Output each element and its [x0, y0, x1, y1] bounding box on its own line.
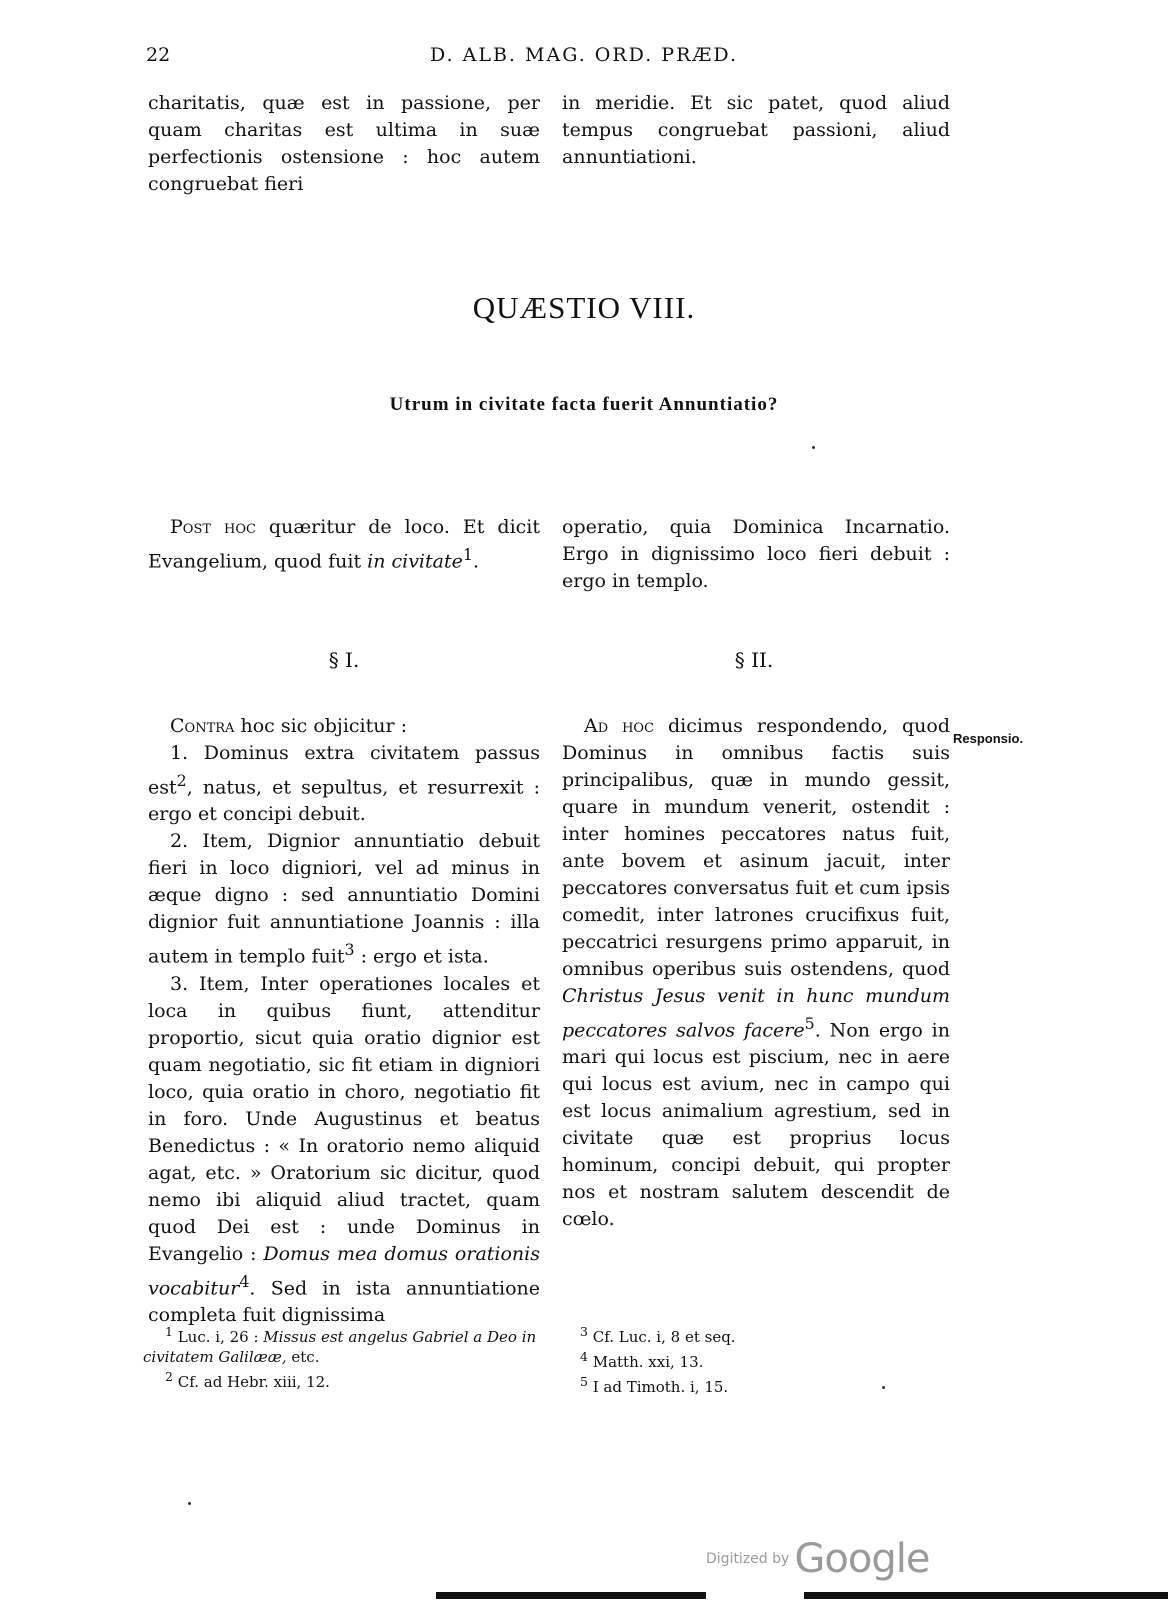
objection-1-end: , natus, et sepultus, et resurrexit : ergo et concipi debuit.	[148, 776, 540, 826]
objection-2	[148, 828, 540, 970]
footnote-ref-3: 3	[344, 940, 355, 960]
scan-edge-bar-left	[436, 1592, 706, 1599]
footnote-4: Matth. xxi, 13.	[587, 1353, 704, 1371]
intro-italic: in civitate	[367, 550, 463, 573]
intro-right: operatio, quia Dominica Incarnatio. Ergo in dignissimo loco fieri debuit : ergo in templo.	[562, 516, 950, 592]
top-right-paragraph: in meridie. Et sic patet, quod aliud tempus congruebat passioni, aliud annuntiationi.	[562, 92, 950, 168]
scan-speck	[812, 446, 815, 449]
footnote-3-number: 3	[580, 1324, 588, 1339]
intro-end: .	[472, 550, 479, 573]
objection-3-end: . Sed in ista annuntiatione completa fuit dignissima	[148, 1276, 540, 1326]
footnote-ref-2: 2	[176, 771, 187, 790]
margin-note-responsio: Responsio.	[953, 731, 1024, 746]
objection-1	[148, 740, 540, 828]
intro-left	[148, 514, 540, 575]
intro-text: quæritur de loco. Et dicit Evangelium, quod fuit	[148, 516, 540, 573]
footnote-ref-5: 5	[804, 1014, 815, 1033]
response-italic: Christus Jesus venit in hunc mundum peccatores salvos facere	[562, 985, 950, 1042]
objections-column	[148, 713, 540, 1329]
running-head: D. ALB. MAG. ORD. PRÆD.	[430, 44, 738, 66]
contra-text: hoc sic objicitur :	[234, 715, 408, 737]
response-text-1: dicimus respondendo, quod Dominus in omnibus factis suis principalibus, quæ in mundo gessit, quare in mundum venerit, ostendit : inter homines peccatores natus fuit, ante bovem et asinum jacuit, inter peccatores conversatus fuit et cum ipsis comedit, inter latrones crucifixus fuit, peccatrici resurgens primo apparuit, in omnibus operibus suis ostendens, quod	[562, 715, 951, 980]
top-left-paragraph: charitatis, quæ est in passione, per quam charitas est ultima in suæ perfectionis ostensione : hoc autem congruebat fieri	[148, 92, 540, 195]
footnotes-left	[143, 1322, 543, 1392]
scan-edge-bar-right	[804, 1592, 1168, 1599]
page-number: 22	[146, 44, 171, 66]
footnote-1-italic: Missus est angelus Gabriel a Deo in civitatem Galilææ,	[143, 1328, 537, 1366]
objection-1-text: 1. Dominus extra civitatem passus est	[148, 742, 540, 799]
footnote-ref-4: 4	[239, 1271, 250, 1291]
footnote-1-number: 1	[165, 1324, 173, 1339]
footnote-1-end: etc.	[286, 1348, 320, 1366]
footnote-4-number: 4	[580, 1349, 588, 1364]
intro-lead: Post hoc	[170, 516, 256, 538]
google-logo: Google	[794, 1536, 930, 1582]
response-text-2: . Non ergo in mari qui locus est piscium, nec in aere qui locus est avium, nec in campo qui est locus animalium agrestium, sed in civitate quæ est proprius locus hominum, concipi debuit, qui propter nos et nostram salutem descendit de cœlo.	[562, 1019, 950, 1231]
section-heading-1: § I.	[328, 648, 360, 672]
footnote-ref-1: 1	[462, 545, 473, 564]
response-column	[562, 713, 950, 1233]
ad-hoc-lead: Ad hoc	[584, 715, 655, 737]
scan-speck	[188, 1502, 191, 1505]
objection-2-text: 2. Item, Dignior annuntiatio debuit fieri in loco digniori, vel ad minus in æque digno : sed annuntiatio Domini dignior fuit annuntiatione Joannis : illa autem in templo fuit	[148, 830, 540, 968]
footnote-5-number: 5	[580, 1374, 588, 1389]
footnote-1-ref: Luc. i, 26 :	[172, 1328, 264, 1346]
footnote-2-number: 2	[165, 1369, 173, 1384]
watermark-prefix: Digitized by	[706, 1551, 790, 1567]
objection-3-text: 3. Item, Inter operationes locales et loca in quibus fiunt, attenditur proportio, sicut quia oratio dignior est quam negotiatio, sic fit etiam in digniori loco, quia oratio in choro, negotiatio fit in foro. Unde Augustinus et beatus Benedictus : « In oratorio nemo aliquid agat, etc. » Oratorium sic dicitur, quod nemo ibi aliquid aliud tractet, quam quod Dei est : unde Dominus in Evangelio :	[148, 972, 540, 1265]
scan-speck	[882, 1386, 885, 1389]
digitized-watermark	[706, 1536, 929, 1582]
footnote-2: Cf. ad Hebr. xiii, 12.	[172, 1373, 330, 1391]
footnote-3: Cf. Luc. i, 8 et seq.	[587, 1328, 736, 1346]
contra-lead: Contra	[170, 715, 235, 737]
footnotes-right	[580, 1322, 880, 1397]
question-title: QUÆSTIO VIII.	[472, 290, 696, 325]
objection-2-end: : ergo et ista.	[354, 945, 489, 968]
question-subtitle: Utrum in civitate facta fuerit Annuntiatio?	[389, 394, 779, 415]
objection-3	[148, 971, 540, 1329]
footnote-5: I ad Timoth. i, 15.	[587, 1378, 729, 1396]
objection-3-italic: Domus mea domus orationis vocabitur	[148, 1242, 540, 1299]
section-heading-2: § II.	[734, 648, 774, 672]
